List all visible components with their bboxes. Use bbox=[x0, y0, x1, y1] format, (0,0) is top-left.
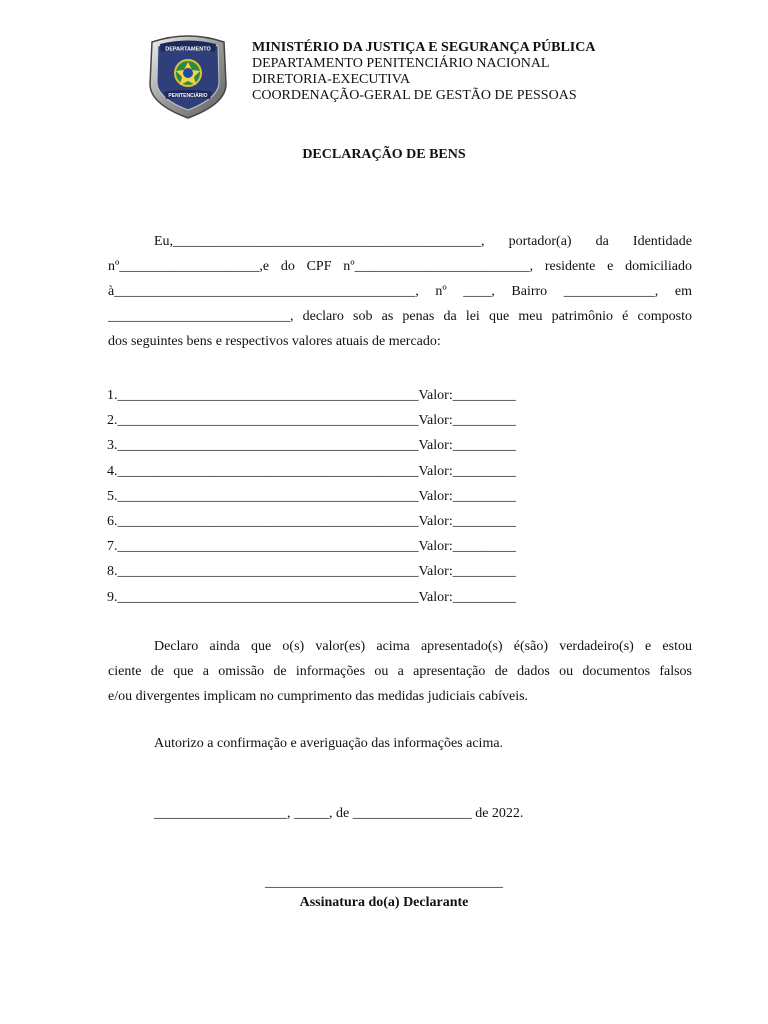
ministry-name: MINISTÉRIO DA JUSTIÇA E SEGURANÇA PÚBLICA bbox=[252, 40, 596, 55]
truth-paragraph bbox=[108, 634, 692, 709]
asset-item: 3.___________________________________________Valor:_________ bbox=[107, 438, 516, 454]
truth-line: Declaro ainda que o(s) valor(es) acima apresentado(s) é(são) verdadeiro(s) e estou bbox=[154, 639, 692, 654]
asset-list bbox=[107, 383, 516, 610]
declaration-line: dos seguintes bens e respectivos valores atuais de mercado: bbox=[108, 334, 441, 349]
asset-item: 1.___________________________________________Valor:_________ bbox=[107, 388, 516, 403]
department-name: DEPARTAMENTO PENITENCIÁRIO NACIONAL bbox=[252, 56, 550, 71]
asset-item: 4.___________________________________________Valor:_________ bbox=[107, 463, 516, 479]
declaration-paragraph bbox=[108, 229, 692, 354]
authorization-text: Autorizo a confirmação e averiguação das informações acima. bbox=[154, 736, 504, 751]
svg-text:PENITENCIÁRIO: PENITENCIÁRIO bbox=[168, 93, 208, 99]
depen-badge-icon bbox=[146, 32, 230, 120]
declaration-line: __________________________, declaro sob as penas da lei que meu patrimônio é composto bbox=[108, 309, 692, 324]
asset-item: 2.___________________________________________Valor:_________ bbox=[107, 413, 516, 429]
asset-item: 9.___________________________________________Valor:_________ bbox=[107, 589, 516, 605]
asset-item: 8.___________________________________________Valor:_________ bbox=[107, 564, 516, 580]
declaration-line: Eu,____________________________________________, portador(a) da Identidade bbox=[154, 234, 692, 249]
asset-item: 5.___________________________________________Valor:_________ bbox=[107, 488, 516, 504]
directorate-name: DIRETORIA-EXECUTIVA bbox=[252, 72, 411, 87]
declaration-line: nº____________________,e do CPF nº_________________________, residente e domiciliado bbox=[108, 259, 692, 274]
declaration-line: à___________________________________________, nº ____, Bairro _____________, em bbox=[108, 284, 692, 299]
authorization-paragraph bbox=[108, 731, 692, 756]
date-line: ___________________, _____, de _________________ de 2022. bbox=[154, 806, 524, 821]
signature-line: __________________________________ bbox=[265, 875, 503, 890]
svg-text:DEPARTAMENTO: DEPARTAMENTO bbox=[165, 46, 211, 53]
truth-line: ciente de que a omissão de informações ou a apresentação de dados ou documentos falsos bbox=[108, 664, 692, 679]
document-title: DECLARAÇÃO DE BENS bbox=[302, 147, 466, 162]
coordination-name: COORDENAÇÃO-GERAL DE GESTÃO DE PESSOAS bbox=[252, 88, 577, 103]
signature-label: Assinatura do(a) Declarante bbox=[299, 895, 469, 910]
asset-item: 6.___________________________________________Valor:_________ bbox=[107, 514, 516, 530]
document-header bbox=[140, 30, 700, 122]
header-text bbox=[252, 40, 595, 104]
truth-line: e/ou divergentes implicam no cumprimento das medidas judiciais cabíveis. bbox=[108, 689, 529, 704]
asset-item: 7.___________________________________________Valor:_________ bbox=[107, 539, 516, 555]
